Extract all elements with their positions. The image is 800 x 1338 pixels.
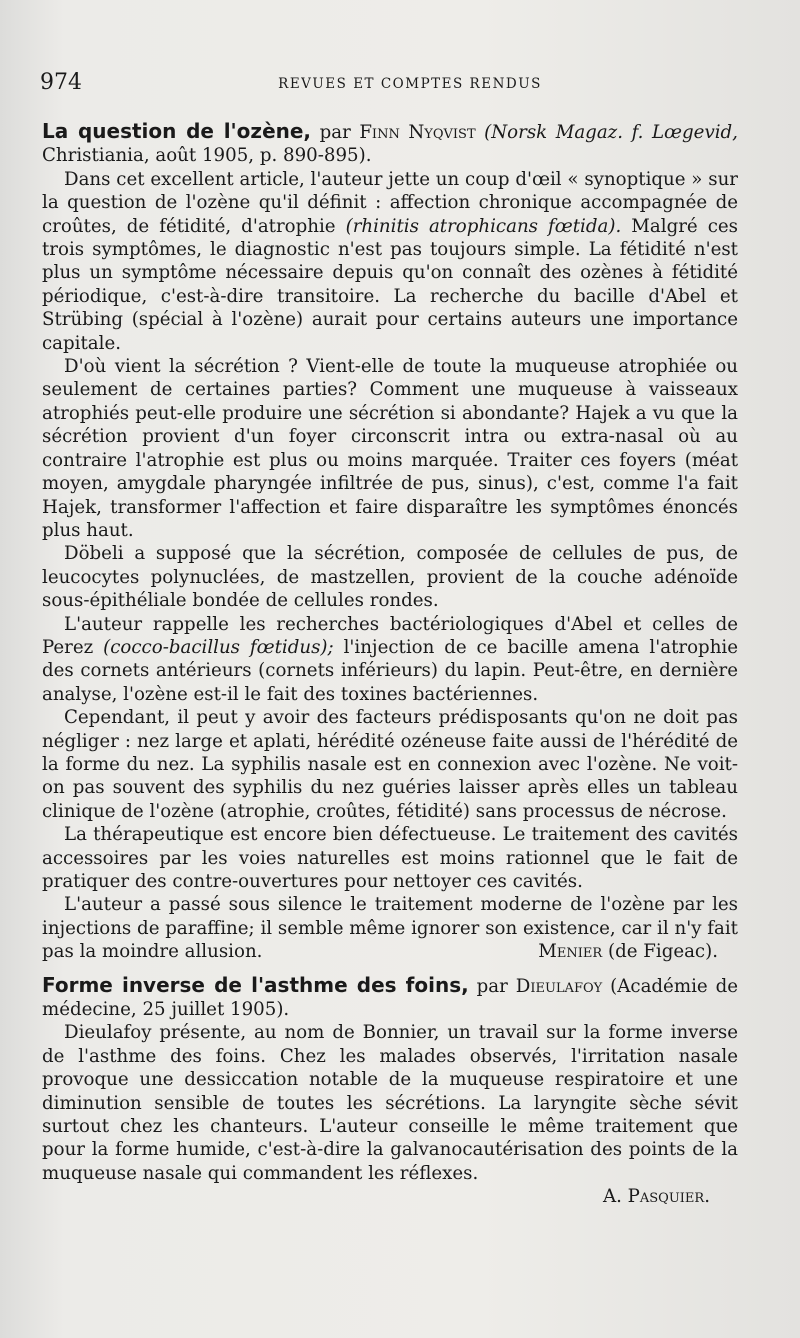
text-run: L'auteur rappelle les recherches bactériologiques d'Abel et celles de Perez (42, 613, 738, 658)
byline-prefix: par (319, 122, 351, 143)
paragraph: Döbeli a supposé que la sécrétion, composée de cellules de pus, de leucocytes polynuclées, de mastzellen, provient de la couche adénoïde sous-épithéliale bondée de cellules rondes. (42, 543, 738, 612)
text-run: l'injection de ce bacille amena l'atrophie des cornets antérieurs (cornets inférieurs) du lapin. Peut-être, en dernière analyse, l'ozène est-il le fait des toxines bactériennes. (42, 636, 738, 705)
source-journal: (Norsk Magaz. f. Lœgevid, (484, 122, 738, 143)
paragraph: La thérapeutique est encore bien défectueuse. Le traitement des cavités accessoires par les voies naturelles est moins rationnel que le fait de pratiquer des contre-ouvertures pour nettoyer ces cavités. (42, 824, 738, 892)
paragraph (42, 613, 738, 707)
text-run: Malgré ces trois symptômes, le diagnostic n'est pas toujours simple. La fétidité n'est plus un symptôme nécessaire depuis qu'on connaît des ozènes à fétidité périodique, c'est-à-dire transitoire. La recherche du bacille d'Abel et Strübing (spécial à l'ozène) aurait pour certains auteurs une importance capitale. (42, 215, 738, 354)
italic-term: (rhinitis atrophicans fœtida). (345, 215, 622, 237)
paragraph (42, 893, 738, 963)
article-title: La question de l'ozène, (42, 119, 312, 143)
page-header (42, 70, 738, 100)
text-run: Dans cet excellent article, l'auteur jette un coup d'œil « synoptique » sur la question de l'ozène qu'il définit : affection chronique accompagnée de croûtes, de fétidité, d'atrophie (42, 168, 738, 237)
signature (516, 940, 718, 963)
byline-prefix: par (476, 975, 508, 997)
article-asthme (42, 974, 738, 1209)
paragraph: Cependant, il peut y avoir des facteurs prédisposants qu'on ne doit pas négliger : nez large et aplati, hérédité ozéneuse faite aussi de l'hérédité de la forme du nez. La syphilis nasale est en connexion avec l'ozène. Ne voit-on pas souvent des syphilis du nez guéries laisser après elles un tableau clinique de l'ozène (atrophie, croûtes, fétidité) sans processus de nécrose. (42, 707, 738, 822)
signature: A. Pasquier. (602, 1186, 710, 1208)
article-heading (42, 974, 738, 1022)
article-heading (42, 120, 738, 168)
paragraph: D'où vient la sécrétion ? Vient-elle de toute la muqueuse atrophiée ou seulement de certaines parties? Comment une muqueuse à vaisseaux atrophiés peut-elle produire une sécrétion si abondante? Hajek a vu que la sécrétion provient d'un foyer circonscrit intra ou extra-nasal où au contraire l'atrophie est plus ou moins marquée. Traiter ces foyers (méat moyen, amygdale pharyngée infiltrée de pus, sinus), c'est, comme l'a fait Hajek, transformer l'affection et faire disparaître les symptômes énoncés plus haut. (42, 356, 738, 541)
signature-name: Menier (538, 941, 603, 963)
italic-term: (cocco-bacillus fœtidus); (103, 636, 334, 658)
signature-place: (de Figeac). (607, 941, 718, 963)
article-title: Forme inverse de l'asthme des foins, (42, 972, 469, 997)
source-details: (Académie de médecine, 25 juillet 1905). (42, 975, 738, 1021)
text-run: L'auteur a passé sous silence le traitement moderne de l'ozène par les injections de paraffine; il semble même ignorer son existence, car il n'y fait pas la moindre allusion. (42, 894, 738, 963)
paragraph (42, 168, 738, 355)
page-number: 974 (40, 70, 82, 95)
author-name: Finn Nyqvist (359, 122, 476, 143)
signature-line (42, 1185, 738, 1208)
running-title: REVUES ET COMPTES RENDUS (278, 76, 542, 92)
paragraph: Dieulafoy présente, au nom de Bonnier, un travail sur la forme inverse de l'asthme des foins. Chez les malades observés, l'irritation nasale provoque une dessiccation notable de la muqueuse respiratoire et une diminution sensible de toutes les sécrétions. La laryngite sèche sévit surtout chez les chanteurs. L'auteur conseille le même traitement que pour la forme humide, c'est-à-dire la galvanocautérisation des points de la muqueuse nasale qui commandent les réflexes. (42, 1022, 738, 1184)
source-details: Christiania, août 1905, p. 890-895). (42, 145, 372, 167)
author-name: Dieulafoy (515, 975, 603, 997)
article-ozene (42, 120, 738, 964)
